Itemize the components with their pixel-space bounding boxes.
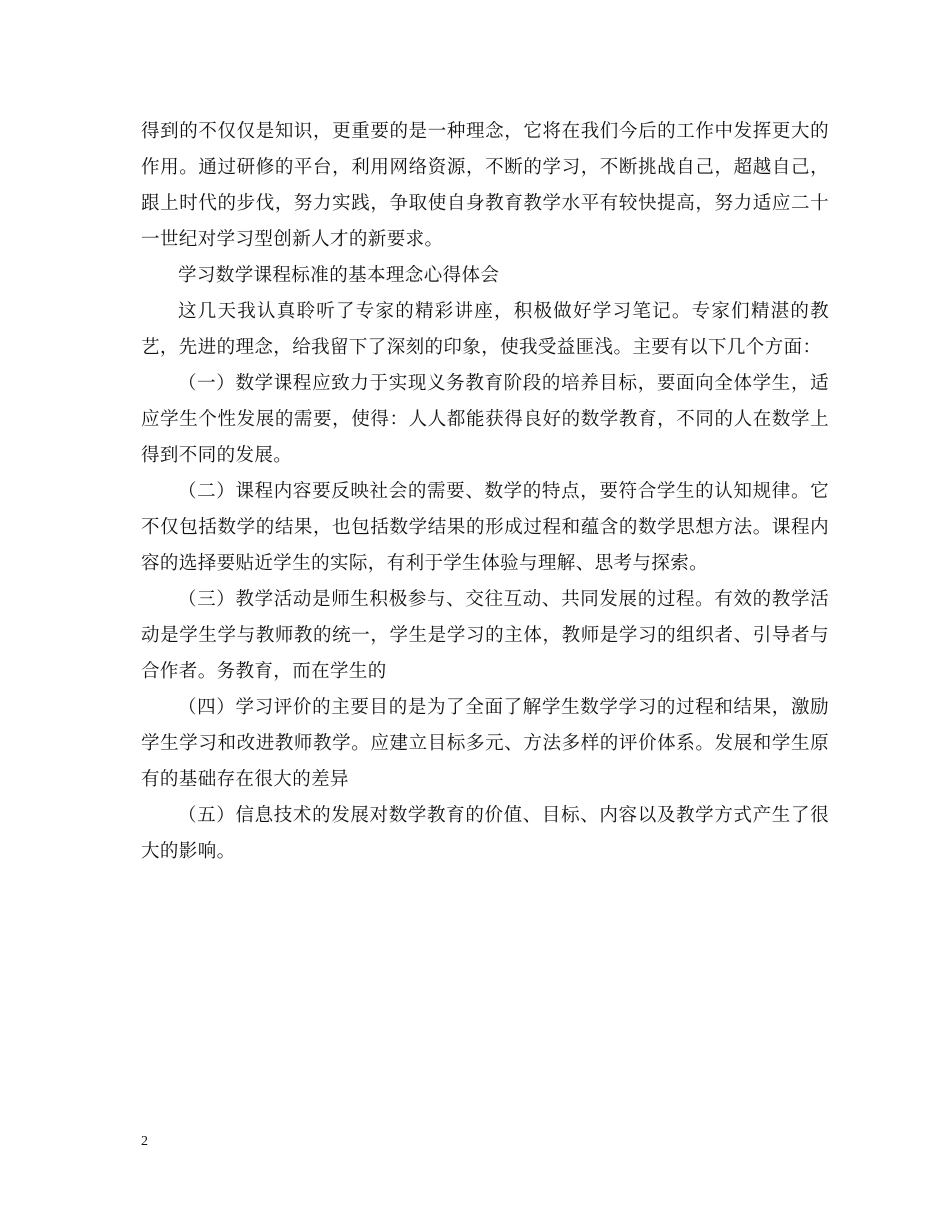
paragraph-point-5: （五）信息技术的发展对数学教育的价值、目标、内容以及教学方式产生了很大的影响。 (141, 805, 829, 862)
paragraph-continuation: 得到的不仅仅是知识，更重要的是一种理念，它将在我们今后的工作中发挥更大的作用。通过研修的平台，利用网络资源，不断的学习，不断挑战自己，超越自己，跟上时代的步伐，努力实践，争取使自身教育教学水平有较快提高，努力适应二十一世纪对学习型创新人才的新要求。 (141, 121, 829, 250)
paragraph-intro: 这几天我认真聆听了专家的精彩讲座，积极做好学习笔记。专家们精湛的教艺，先进的理念，给我留下了深刻的印象，使我受益匪浅。主要有以下几个方面： (141, 301, 829, 358)
paragraph-point-2: （二）课程内容要反映社会的需要、数学的特点，要符合学生的认知规律。它不仅包括数学的结果，也包括数学结果的形成过程和蕴含的数学思想方法。课程内容的选择要贴近学生的实际，有利于学生体验与理解、思考与探索。 (141, 481, 829, 574)
page-number: 2 (141, 1134, 148, 1149)
paragraph-point-4: （四）学习评价的主要目的是为了全面了解学生数学学习的过程和结果，激励学生学习和改进教师教学。应建立目标多元、方法多样的评价体系。发展和学生原有的基础存在很大的差异 (141, 697, 829, 790)
document-body (141, 114, 829, 870)
paragraph-point-1: （一）数学课程应致力于实现义务教育阶段的培养目标，要面向全体学生，适应学生个性发展的需要，使得：人人都能获得良好的数学教育，不同的人在数学上得到不同的发展。 (141, 373, 829, 466)
paragraph-point-3: （三）教学活动是师生积极参与、交往互动、共同发展的过程。有效的教学活动是学生学与教师教的统一，学生是学习的主体，教师是学习的组织者、引导者与合作者。务教育，而在学生的 (141, 589, 829, 682)
section-heading: 学习数学课程标准的基本理念心得体会 (178, 265, 500, 286)
